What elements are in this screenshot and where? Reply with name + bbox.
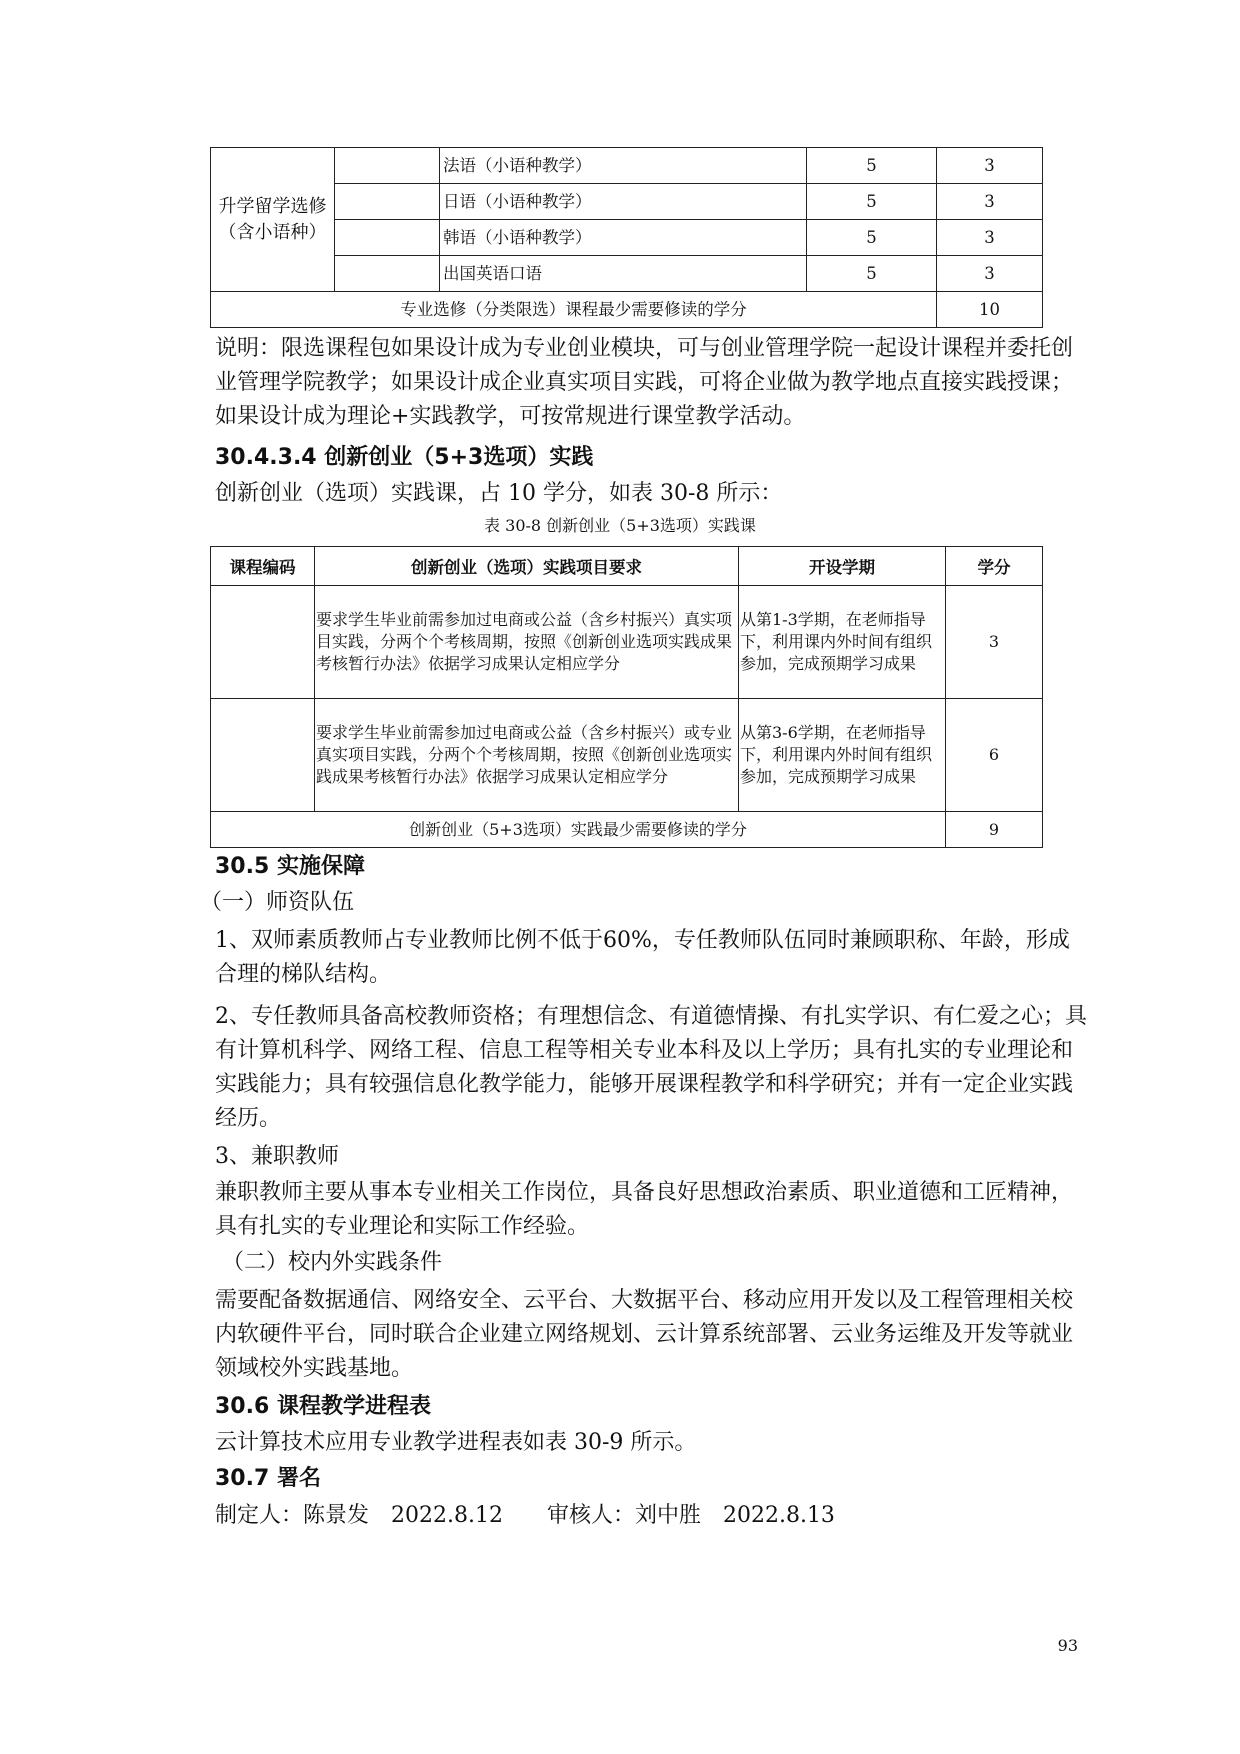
summary-row bbox=[211, 812, 1043, 848]
table-row bbox=[211, 184, 1043, 220]
code-cell bbox=[335, 220, 440, 256]
requirement-cell: 要求学生毕业前需参加过电商或公益（含乡村振兴）或专业真实项目实践，分两个个考核周期，按照《创新创业选项实践成果考核暂行办法》依据学习成果认定相应学分 bbox=[315, 699, 739, 812]
course-credits: 3 bbox=[937, 148, 1043, 184]
section-heading-30-7: 30.7 署名 bbox=[215, 1466, 321, 1491]
header-credits: 学分 bbox=[946, 547, 1043, 586]
course-credits: 3 bbox=[937, 256, 1043, 292]
paragraph-4: 兼职教师主要从事本专业相关工作岗位，具备良好思想政治素质、职业道德和工匠精神，具有扎实的专业理论和实际工作经验。 bbox=[215, 1180, 1074, 1239]
course-hours: 5 bbox=[807, 220, 937, 256]
subheading-faculty: （一）师资队伍 bbox=[200, 890, 355, 915]
summary-value: 9 bbox=[946, 812, 1043, 848]
course-name: 法语（小语种教学） bbox=[440, 148, 807, 184]
table-row bbox=[211, 256, 1043, 292]
course-hours: 5 bbox=[807, 148, 937, 184]
header-code: 课程编码 bbox=[211, 547, 315, 586]
code-cell bbox=[211, 586, 315, 699]
course-hours: 5 bbox=[807, 184, 937, 220]
header-semester: 开设学期 bbox=[739, 547, 946, 586]
table-row bbox=[211, 586, 1043, 699]
credits-cell: 3 bbox=[946, 586, 1043, 699]
code-cell bbox=[335, 184, 440, 220]
paragraph-6: 云计算技术应用专业教学进程表如表 30-9 所示。 bbox=[215, 1430, 697, 1455]
summary-label: 专业选修（分类限选）课程最少需要修读的学分 bbox=[211, 292, 937, 328]
elective-courses-table bbox=[210, 147, 1043, 328]
section-heading-30-5: 30.5 实施保障 bbox=[215, 854, 365, 879]
table-row bbox=[211, 148, 1043, 184]
paragraph-1: 1、双师素质教师占专业教师比例不低于60%，专任教师队伍同时兼顾职称、年龄，形成合理的梯队结构。 bbox=[215, 928, 1070, 987]
course-hours: 5 bbox=[807, 256, 937, 292]
course-credits: 3 bbox=[937, 220, 1043, 256]
note-paragraph: 说明：限选课程包如果设计成为专业创业模块，可与创业管理学院一起设计课程并委托创业管理学院教学；如果设计成企业真实项目实践，可将企业做为教学地点直接实践授课；如果设计成为理论+实践教学，可按常规进行课堂教学活动。 bbox=[215, 336, 1074, 429]
requirement-cell: 要求学生毕业前需参加过电商或公益（含乡村振兴）真实项目实践，分两个个考核周期，按照《创新创业选项实践成果考核暂行办法》依据学习成果认定相应学分 bbox=[315, 586, 739, 699]
table-caption: 表 30-8 创新创业（5+3选项）实践课 bbox=[484, 516, 756, 535]
credits-cell: 6 bbox=[946, 699, 1043, 812]
code-cell bbox=[335, 256, 440, 292]
subheading-practice: （二）校内外实践条件 bbox=[222, 1250, 443, 1275]
header-requirement: 创新创业（选项）实践项目要求 bbox=[315, 547, 739, 586]
paragraph-5: 需要配备数据通信、网络安全、云平台、大数据平台、移动应用开发以及工程管理相关校内软硬件平台，同时联合企业建立网络规划、云计算系统部署、云业务运维及开发等就业领域校外实践基地。 bbox=[215, 1288, 1074, 1381]
signature-line: 制定人：陈景发 2022.8.12 审核人：刘中胜 2022.8.13 bbox=[215, 1503, 835, 1528]
course-name: 出国英语口语 bbox=[440, 256, 807, 292]
paragraph-2: 2、专任教师具备高校教师资格；有理想信念、有道德情操、有扎实学识、有仁爱之心；具有计算机科学、网络工程、信息工程等相关专业本科及以上学历；具有扎实的专业理论和实践能力；具有较强信息化教学能力，能够开展课程教学和科学研究；并有一定企业实践经历。 bbox=[215, 1004, 1088, 1131]
group-label: 升学留学选修（含小语种） bbox=[211, 148, 335, 292]
section-heading-30-4-3-4: 30.4.3.4 创新创业（5+3选项）实践 bbox=[215, 445, 594, 470]
innovation-practice-table bbox=[210, 546, 1043, 848]
code-cell bbox=[335, 148, 440, 184]
summary-label: 创新创业（5+3选项）实践最少需要修读的学分 bbox=[211, 812, 946, 848]
page-number: 93 bbox=[1057, 1636, 1078, 1655]
course-name: 韩语（小语种教学） bbox=[440, 220, 807, 256]
summary-value: 10 bbox=[937, 292, 1043, 328]
semester-cell: 从第1-3学期，在老师指导下，利用课内外时间有组织参加，完成预期学习成果 bbox=[739, 586, 946, 699]
summary-row bbox=[211, 292, 1043, 328]
semester-cell: 从第3-6学期，在老师指导下，利用课内外时间有组织参加，完成预期学习成果 bbox=[739, 699, 946, 812]
table-header-row bbox=[211, 547, 1043, 586]
code-cell bbox=[211, 699, 315, 812]
section-heading-30-6: 30.6 课程教学进程表 bbox=[215, 1394, 431, 1419]
course-credits: 3 bbox=[937, 184, 1043, 220]
intro-paragraph: 创新创业（选项）实践课，占 10 学分，如表 30-8 所示： bbox=[215, 481, 783, 506]
course-name: 日语（小语种教学） bbox=[440, 184, 807, 220]
paragraph-3: 3、兼职教师 bbox=[215, 1144, 339, 1169]
table-row bbox=[211, 699, 1043, 812]
table-row bbox=[211, 220, 1043, 256]
